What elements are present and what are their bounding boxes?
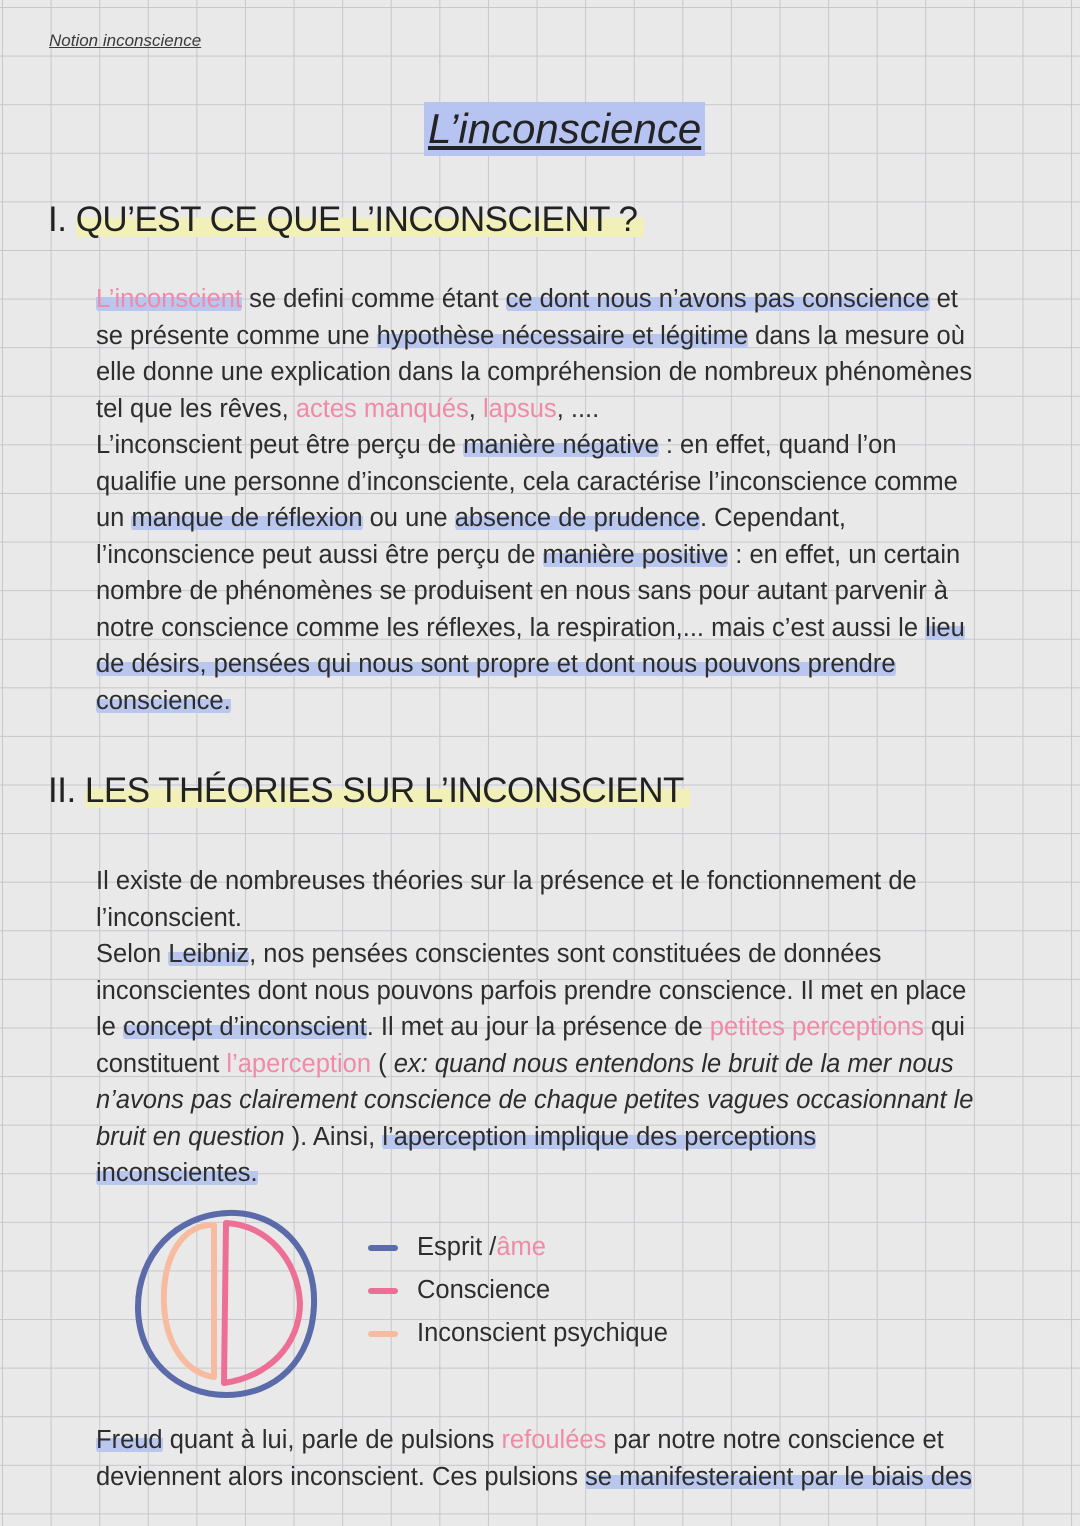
- text-line: l’inconscient.: [96, 903, 242, 932]
- text-line: [96, 1155, 1031, 1192]
- example-text: bruit en question: [96, 1122, 285, 1151]
- text-line: [96, 646, 1031, 683]
- text-line: [96, 683, 1031, 720]
- example-text: ex: quand nous entendons le bruit de la mer nous: [393, 1049, 954, 1078]
- text-span: par notre notre conscience et: [606, 1426, 944, 1454]
- section-1-title: QU’EST CE QUE L’INCONSCIENT ?: [76, 200, 644, 239]
- text-line: [96, 1422, 1031, 1459]
- text-line: [96, 1046, 1031, 1083]
- text-line: [96, 1009, 1031, 1046]
- term-refoulees: refoulées: [501, 1426, 607, 1454]
- legend-item-esprit: [368, 1226, 668, 1269]
- text-line: [96, 936, 1031, 973]
- highlight-span: manière positive: [542, 540, 729, 569]
- term-petites-perceptions: petites perceptions: [709, 1013, 924, 1041]
- text-line: [96, 1119, 1031, 1156]
- text-span: l’inconscience peut aussi être perçu de: [96, 540, 543, 569]
- highlight-span: lieu: [925, 613, 965, 642]
- text-line: [96, 427, 1031, 464]
- term-inconscient: L’inconscient: [96, 285, 243, 313]
- highlight-span: se manifesteraient par le biais des: [585, 1462, 973, 1491]
- text-span: (: [371, 1049, 394, 1078]
- conscience-shape: [224, 1223, 300, 1383]
- text-span: constituent: [96, 1049, 227, 1078]
- section-1-number: I.: [48, 200, 67, 239]
- section-2-number: II.: [48, 771, 76, 810]
- text-line: qualifie une personne d’inconsciente, cela caractérise l’inconscience comme: [96, 467, 958, 496]
- page-title: L’inconscience: [424, 102, 705, 156]
- highlight-span: manque de réflexion: [131, 504, 363, 532]
- highlight-span: conscience.: [96, 686, 231, 715]
- text-span: le: [96, 1013, 123, 1041]
- text-span: notre conscience comme les réflexes, la respiration,... mais c’est aussi le: [96, 613, 926, 642]
- legend-label-ame: âme: [496, 1233, 546, 1261]
- legend-label: Inconscient psychique: [417, 1319, 668, 1347]
- section-2-heading: [48, 770, 690, 812]
- text-line: [96, 537, 1031, 574]
- text-line: [96, 500, 1031, 537]
- highlight-span: Freud: [96, 1426, 163, 1454]
- freud-paragraph: [96, 1422, 1031, 1495]
- highlight-span: hypothèse nécessaire et légitime: [376, 321, 749, 350]
- legend-label: Esprit /: [417, 1233, 497, 1261]
- text-span: deviennent alors inconscient. Ces pulsions: [96, 1462, 586, 1491]
- text-span: . Cependant,: [699, 504, 847, 532]
- legend-swatch: [368, 1331, 398, 1337]
- term-actes-manques: actes manqués: [295, 394, 469, 423]
- inconscient-shape: [164, 1225, 214, 1377]
- legend-item-conscience: [368, 1269, 668, 1312]
- diagram-legend: [368, 1226, 668, 1355]
- text-line: inconscientes dont nous pouvons parfois prendre conscience. Il met en place: [96, 976, 967, 1005]
- text-span: , ....: [556, 394, 600, 423]
- text-line: n’avons pas clairement conscience de chaque petites vagues occasionnant le: [96, 1086, 974, 1114]
- highlight-span: concept d’inconscient: [122, 1013, 367, 1041]
- section-1-paragraph: [96, 281, 1031, 719]
- text-line: Il existe de nombreuses théories sur la présence et le fonctionnement de: [96, 867, 917, 895]
- text-span: dans la mesure où: [748, 321, 965, 350]
- highlight-span: Leibniz: [168, 940, 250, 968]
- text-line: [96, 281, 1031, 318]
- highlight-span: l’aperception implique des perceptions: [382, 1122, 817, 1151]
- text-span: se defini comme étant: [242, 285, 506, 313]
- highlight-span: manière négative: [463, 431, 659, 459]
- section-2-title: LES THÉORIES SUR L’INCONSCIENT: [85, 771, 690, 810]
- highlight-span: de désirs, pensées qui nous sont propre et dont nous pouvons prendre: [96, 650, 896, 678]
- section-1-heading: [48, 199, 644, 241]
- text-line: [96, 391, 1031, 428]
- legend-swatch: [368, 1245, 398, 1251]
- text-span: L’inconscient peut être perçu de: [96, 431, 464, 459]
- text-line: [96, 318, 1031, 355]
- text-span: : en effet, un certain: [728, 540, 961, 569]
- text-span: Selon: [96, 940, 169, 968]
- text-span: et: [929, 285, 958, 313]
- term-lapsus: lapsus: [482, 394, 557, 423]
- text-span: tel que les rêves,: [96, 394, 296, 423]
- notion-label: Notion inconscience: [49, 31, 202, 50]
- text-line: nombre de phénomènes se produisent en nous sans pour autant parvenir à: [96, 577, 948, 605]
- text-span: ). Ainsi,: [284, 1122, 383, 1151]
- text-line: [96, 1459, 1031, 1496]
- text-span: ou une: [362, 504, 455, 532]
- text-span: qui: [923, 1013, 965, 1041]
- section-2-paragraph: [96, 863, 1031, 1192]
- text-span: un: [96, 504, 132, 532]
- highlight-span: absence de prudence: [454, 504, 700, 532]
- text-line: elle donne une explication dans la compréhension de nombreux phénomènes: [96, 358, 973, 386]
- text-span: se présente comme une: [96, 321, 377, 350]
- text-span: ,: [468, 394, 483, 423]
- legend-label: Conscience: [417, 1276, 551, 1304]
- term-aperception: l’aperception: [226, 1049, 372, 1078]
- text-line: [96, 610, 1031, 647]
- mind-diagram: [128, 1205, 328, 1405]
- legend-item-inconscient: [368, 1312, 668, 1355]
- highlight-span: inconscientes.: [96, 1159, 258, 1187]
- text-span: quant à lui, parle de pulsions: [162, 1426, 502, 1454]
- text-span: , nos pensées conscientes sont constituées de données: [249, 940, 882, 968]
- highlight-span: ce dont nous n’avons pas conscience: [505, 285, 930, 313]
- text-span: : en effet, quand l’on: [658, 431, 897, 459]
- legend-swatch: [368, 1288, 398, 1294]
- text-span: . Il met au jour la présence de: [366, 1013, 710, 1041]
